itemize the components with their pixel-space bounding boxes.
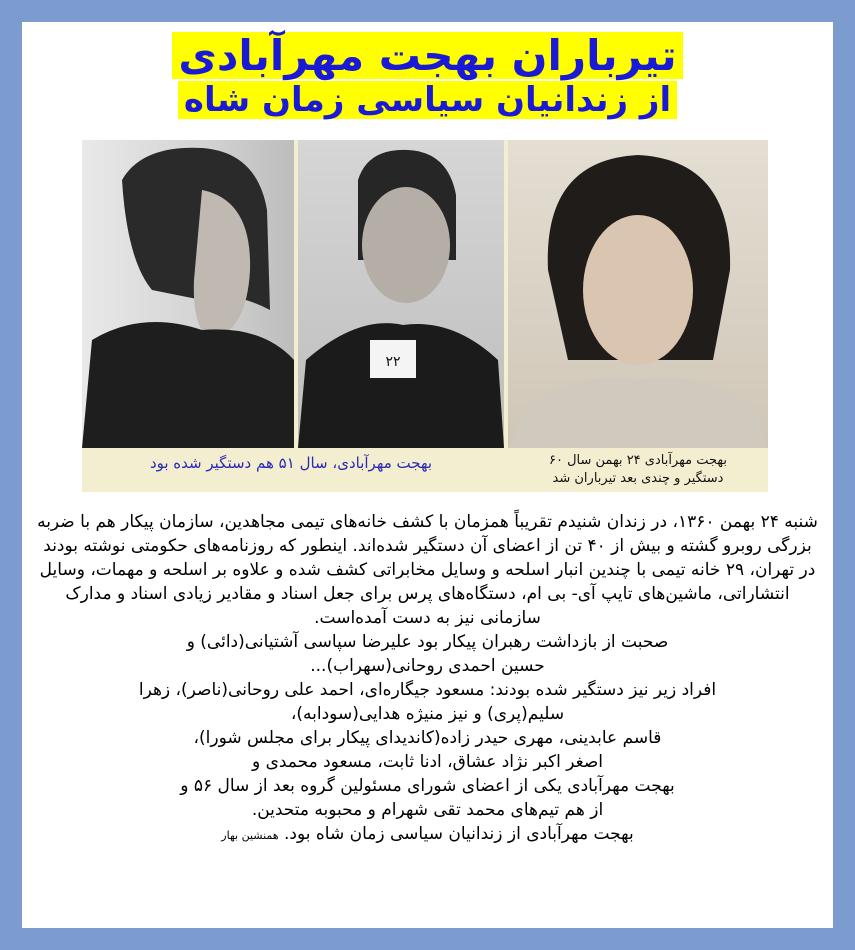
title-block [22, 32, 833, 119]
profile-photo [82, 140, 294, 448]
photo-panel [82, 140, 768, 492]
paragraph-names-2: سلیم(پری) و نیز منیژه هدایی(سودابه)، [290, 704, 565, 724]
paragraph-behjat-2: از هم تیم‌های محمد تقی شهرام و محبوبه متحدین. [251, 800, 604, 820]
portrait-image [508, 140, 768, 448]
article-body [36, 510, 819, 848]
caption-right-line2: دستگیر و چندی بعد تیرباران شد [552, 470, 724, 486]
caption-left: بهجت مهرآبادی، سال ۵۱ هم دستگیر شده بود [149, 454, 433, 472]
paragraph-names-3: قاسم عابدینی، مهری حیدر زاده(کاندیدای پیکار برای مجلس شورا)، [193, 728, 662, 748]
paragraph-behjat-1: بهجت مهرآبادی یکی از اعضای شورای مسئولین گروه بعد از سال ۵۶ و [180, 776, 675, 796]
paragraph-closing [36, 822, 819, 848]
paragraph-arrests: شنبه ۲۴ بهمن ۱۳۶۰، در زندان شنیدم تقریباً همزمان با کشف خانه‌های تیمی مجاهدین، سازمان پیکار هم با ضربه بزرگی روبرو گشته و بیش از ۴۰ تن از اعضای آن دستگیر شده‌اند. اینطور که روزنامه‌های حکومتی نوشته بودند در تهران، ۲۹ خانه تیمی با چندین انبار اسلحه و وسایل مخابراتی کشف شده و علاوه بر اسلحه و مهمات، وسایل انتشاراتی، ماشین‌های تایپ آی- بی ام، دستگاه‌های پرس برای جعل اسناد و مقادیر زیادی اسناد و مدارک سازمانی نیز به دست آمده‌است. [37, 512, 818, 628]
mugshot-portrait-image [298, 140, 504, 448]
portrait-photo [508, 140, 768, 448]
page-subtitle: از زندانیان سیاسی زمان شاه [178, 81, 677, 119]
paragraph-leaders-2: حسین احمدی روحانی(سهراب)... [310, 656, 545, 676]
caption-right-line1: بهجت مهرآبادی ۲۴ بهمن سال ۶۰ [549, 453, 727, 468]
page-title: تیرباران بهجت مهرآبادی [172, 32, 682, 79]
caption-right [512, 452, 764, 487]
prisoner-number-label: ۲۲ [385, 354, 401, 370]
page-sheet [22, 22, 833, 928]
closing-text: بهجت مهرآبادی از زندانیان سیاسی زمان شاه بود. [283, 824, 634, 844]
paragraph-leaders-1: صحبت از بازداشت رهبران پیکار بود علیرضا سپاسی آشتیانی(دائی) و [186, 632, 669, 652]
paragraph-names-4: اصغر اکبر نژاد عشاق، ادنا ثابت، مسعود محمدی و [251, 752, 604, 772]
paragraph-names-1: افراد زیر نیز دستگیر شده بودند: مسعود جیگاره‌ای، احمد علی روحانی(ناصر)، زهرا [138, 680, 717, 700]
frontal-mugshot-photo [298, 140, 504, 448]
signature: همنشین بهار [221, 829, 279, 842]
profile-portrait-image [82, 140, 294, 448]
